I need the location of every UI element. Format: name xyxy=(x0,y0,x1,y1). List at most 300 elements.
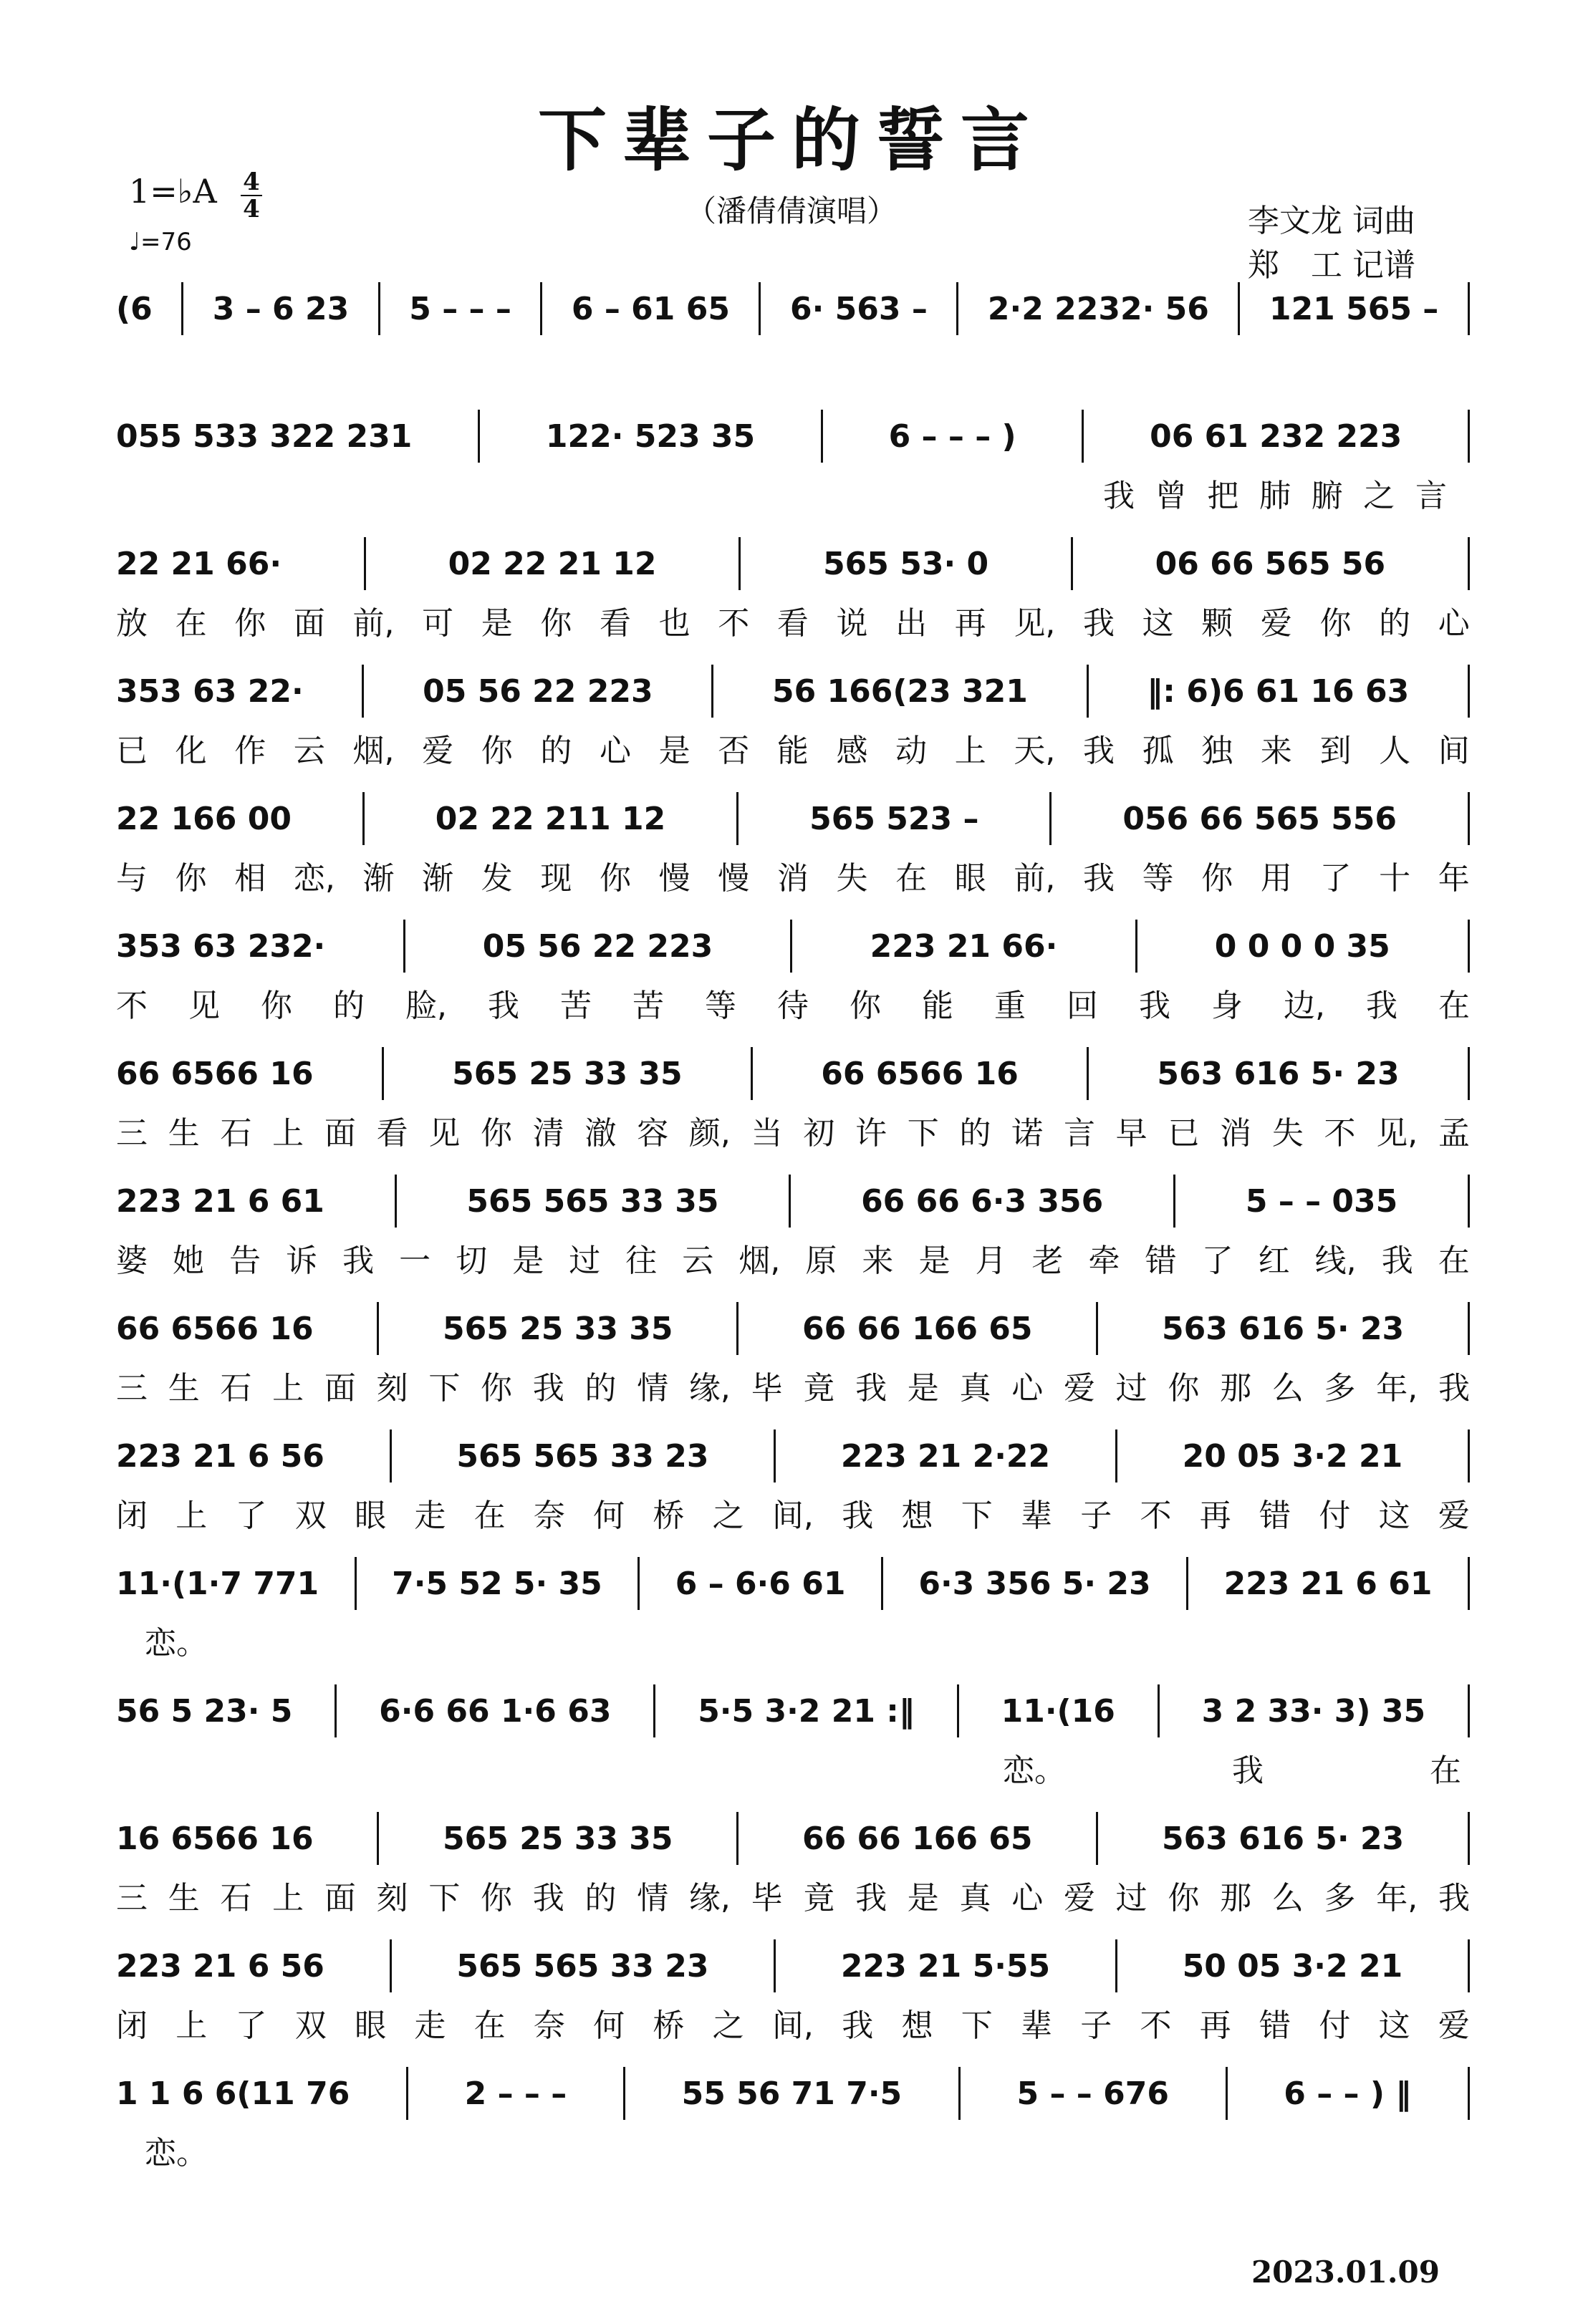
lyric-syllable: 下 xyxy=(961,2007,993,2044)
measure: 565 53· 0 xyxy=(823,545,989,582)
measure: 66 6566 16 xyxy=(116,1055,314,1092)
lyric-syllable: 清 xyxy=(532,1115,564,1152)
lyric-syllable: 发 xyxy=(481,860,513,897)
lyric-syllable: 我 xyxy=(1083,733,1115,769)
lyric-syllable: 澈 xyxy=(584,1115,617,1152)
lyric-syllable: 年, xyxy=(1376,1370,1418,1407)
lyric-syllable: 恋。 xyxy=(145,1625,208,1662)
measure: 223 21 6 56 xyxy=(116,1947,324,1985)
lyric-syllable: 眼 xyxy=(355,1498,387,1534)
lyric-syllable: 见, xyxy=(1014,605,1056,642)
barline xyxy=(1468,1812,1470,1865)
lyric-syllable: 年 xyxy=(1438,860,1470,897)
lyric-syllable: 在 xyxy=(1430,1752,1461,1789)
lyric-syllable: 言 xyxy=(1063,1115,1095,1152)
lyric-syllable: 天, xyxy=(1014,733,1056,769)
lyric-syllable: 爱 xyxy=(422,733,454,769)
measure: 6·6 66 1·6 63 xyxy=(379,1692,612,1730)
lyric-syllable: 渐 xyxy=(422,860,454,897)
barline xyxy=(335,1684,337,1737)
lyric-syllable: 子 xyxy=(1080,2007,1112,2044)
lyric-syllable: 我 xyxy=(1366,988,1397,1024)
measure: 223 21 6 61 xyxy=(1223,1565,1433,1602)
lyric-syllable: 面 xyxy=(293,605,325,642)
lyric-syllable: 原 xyxy=(805,1243,837,1279)
lyric-syllable: 爱 xyxy=(1260,605,1292,642)
lyric-syllable: 下 xyxy=(961,1498,993,1534)
lyric-syllable: 心 xyxy=(1011,1880,1044,1916)
lyric-syllable: 我 xyxy=(1103,478,1135,514)
lyric-syllable: 相 xyxy=(234,860,266,897)
barline xyxy=(1096,1812,1098,1865)
lyric-syllable: 真 xyxy=(959,1370,991,1407)
lyric-syllable: 放 xyxy=(116,605,148,642)
lyric-syllable: 爱 xyxy=(1438,1498,1470,1534)
lyric-syllable: 是 xyxy=(481,605,513,642)
measure: 16 6566 16 xyxy=(116,1820,314,1857)
lyric-syllable: 早 xyxy=(1115,1115,1147,1152)
measure: 22 166 00 xyxy=(116,800,292,837)
barline xyxy=(1468,1047,1470,1100)
tempo-marking: ♩=76 xyxy=(129,228,192,256)
lyric-syllable: 边, xyxy=(1284,988,1325,1024)
lyric-syllable: 错 xyxy=(1259,2007,1291,2044)
measure: 22 21 66· xyxy=(116,545,282,582)
barline xyxy=(1135,920,1137,973)
lyric-syllable: 我 xyxy=(1381,1243,1413,1279)
lyric-syllable: 你 xyxy=(1319,605,1352,642)
lyric-syllable: 在 xyxy=(473,2007,506,2044)
lyric-syllable: 慢 xyxy=(658,860,691,897)
lyric-syllable: 年, xyxy=(1376,1880,1418,1916)
barline xyxy=(789,1175,791,1228)
measure: 565 565 33 35 xyxy=(466,1182,719,1220)
measure: 565 25 33 35 xyxy=(443,1820,673,1857)
lyric-syllable: 待 xyxy=(777,988,809,1024)
lyric-syllable: 渐 xyxy=(362,860,395,897)
lyric-syllable: 想 xyxy=(901,1498,933,1534)
lyric-syllable: 错 xyxy=(1259,1498,1291,1534)
measure: 66 66 166 65 xyxy=(802,1820,1033,1857)
barline xyxy=(1082,410,1084,463)
notation-line xyxy=(116,1938,1470,1994)
lyric-syllable: 重 xyxy=(994,988,1026,1024)
barline xyxy=(623,2067,625,2120)
measure: 0 0 0 0 35 xyxy=(1214,927,1390,965)
measure: 02 22 211 12 xyxy=(435,800,666,837)
lyric-syllable: 再 xyxy=(1199,1498,1231,1534)
lyric-syllable: 上 xyxy=(175,2007,208,2044)
barline xyxy=(1096,1302,1098,1355)
barline xyxy=(736,792,738,845)
measure: 50 05 3·2 21 xyxy=(1182,1947,1403,1985)
lyric-line xyxy=(116,2000,1470,2045)
lyric-syllable: 你 xyxy=(175,860,207,897)
lyric-syllable: 肺 xyxy=(1259,478,1291,514)
lyric-syllable: 奈 xyxy=(533,1498,565,1534)
lyric-syllable: 么 xyxy=(1271,1880,1304,1916)
lyric-syllable: 上 xyxy=(954,733,986,769)
lyric-syllable: 之 xyxy=(1363,478,1395,514)
lyric-syllable: 付 xyxy=(1319,1498,1351,1534)
lyric-syllable: 前, xyxy=(1014,860,1056,897)
lyric-syllable: 云 xyxy=(293,733,325,769)
measure: 3 – 6 23 xyxy=(212,290,350,327)
barline xyxy=(1186,1557,1188,1610)
lyric-syllable: 的 xyxy=(959,1115,991,1152)
lyric-syllable: 十 xyxy=(1379,860,1411,897)
lyric-syllable: 下 xyxy=(428,1370,461,1407)
lyric-syllable: 颗 xyxy=(1201,605,1233,642)
measure: 5 – – – xyxy=(409,290,511,327)
lyric-syllable: 已 xyxy=(116,733,148,769)
lyric-syllable: 面 xyxy=(324,1370,356,1407)
lyric-line xyxy=(1103,470,1447,516)
time-signature: 4 4 xyxy=(241,169,262,222)
lyric-syllable: 诉 xyxy=(286,1243,318,1279)
barline xyxy=(1226,2067,1228,2120)
lyric-syllable: 付 xyxy=(1319,2007,1351,2044)
barline xyxy=(390,1939,392,1992)
lyric-syllable: 能 xyxy=(776,733,809,769)
measure: 02 22 21 12 xyxy=(448,545,657,582)
lyric-syllable: 眼 xyxy=(954,860,986,897)
barline xyxy=(790,920,792,973)
lyric-syllable: 颜, xyxy=(688,1115,731,1152)
notation-line xyxy=(116,663,1470,719)
barline xyxy=(1468,1939,1470,1992)
measure: 56 166(23 321 xyxy=(771,672,1028,710)
lyric-syllable: 容 xyxy=(637,1115,669,1152)
barline xyxy=(181,282,183,335)
measure: 6 – 6·6 61 xyxy=(675,1565,846,1602)
measure: 66 66 166 65 xyxy=(802,1310,1033,1347)
lyric-syllable: 是 xyxy=(658,733,691,769)
measure: 05 56 22 223 xyxy=(423,672,653,710)
lyric-syllable: 告 xyxy=(229,1243,261,1279)
barline xyxy=(1238,282,1240,335)
lyric-syllable: 何 xyxy=(593,2007,625,2044)
lyric-syllable: 曾 xyxy=(1155,478,1187,514)
lyric-syllable: 了 xyxy=(235,1498,267,1534)
barline xyxy=(1049,792,1052,845)
lyric-syllable: 老 xyxy=(1031,1243,1064,1279)
measure: 6·3 356 5· 23 xyxy=(918,1565,1151,1602)
lyric-syllable: 我 xyxy=(1438,1370,1470,1407)
notation-line xyxy=(116,1428,1470,1484)
lyric-syllable: 我 xyxy=(1232,1752,1264,1789)
lyric-syllable: 那 xyxy=(1220,1880,1252,1916)
lyric-syllable: 之 xyxy=(712,2007,744,2044)
lyric-syllable: 孤 xyxy=(1142,733,1174,769)
lyric-syllable: 身 xyxy=(1211,988,1243,1024)
lyric-syllable: 我 xyxy=(855,1370,887,1407)
barline xyxy=(1468,665,1470,718)
lyric-syllable: 出 xyxy=(895,605,928,642)
measure: 56 5 23· 5 xyxy=(116,1692,293,1730)
lyric-syllable: 你 xyxy=(1168,1370,1200,1407)
lyric-syllable: 已 xyxy=(1168,1115,1200,1152)
measure: ‖: 6)6 61 16 63 xyxy=(1147,672,1410,710)
barline xyxy=(653,1684,655,1737)
lyric-syllable: 我 xyxy=(342,1243,375,1279)
lyric-syllable: 来 xyxy=(862,1243,894,1279)
measure: 55 56 71 7·5 xyxy=(681,2075,903,2112)
barline xyxy=(377,1302,379,1355)
barline xyxy=(355,1557,357,1610)
measure: 565 523 – xyxy=(809,800,979,837)
lyric-syllable: 多 xyxy=(1324,1880,1356,1916)
lyric-syllable: 能 xyxy=(922,988,953,1024)
lyric-syllable: 真 xyxy=(959,1880,991,1916)
lyric-syllable: 牵 xyxy=(1088,1243,1120,1279)
lyric-syllable: 我 xyxy=(532,1880,564,1916)
lyric-syllable: 我 xyxy=(842,1498,874,1534)
notation-line xyxy=(116,1173,1470,1229)
measure: 223 21 5·55 xyxy=(840,1947,1051,1985)
lyric-syllable: 来 xyxy=(1260,733,1292,769)
barline xyxy=(362,792,365,845)
lyric-syllable: 腑 xyxy=(1311,478,1343,514)
lyric-syllable: 你 xyxy=(481,733,513,769)
barline xyxy=(1115,1939,1117,1992)
measure: 1 1 6 6(11 76 xyxy=(116,2075,350,2112)
lyric-syllable: 云 xyxy=(682,1243,714,1279)
lyric-syllable: 消 xyxy=(776,860,809,897)
lyric-syllable: 桥 xyxy=(653,2007,685,2044)
lyric-syllable: 脸, xyxy=(405,988,447,1024)
lyric-syllable: 烟, xyxy=(738,1243,781,1279)
lyric-syllable: 言 xyxy=(1415,478,1447,514)
lyric-line xyxy=(116,980,1470,1026)
lyric-syllable: 切 xyxy=(456,1243,488,1279)
lyric-syllable: 用 xyxy=(1260,860,1292,897)
barline xyxy=(1087,1047,1089,1100)
lyric-syllable: 上 xyxy=(175,1498,208,1534)
lyric-syllable: 缘, xyxy=(688,1370,731,1407)
measure: 2 – – – xyxy=(464,2075,567,2112)
lyric-syllable: 心 xyxy=(600,733,631,769)
lyric-syllable: 不 xyxy=(1140,1498,1172,1534)
lyric-syllable: 三 xyxy=(116,1115,148,1152)
lyric-syllable: 的 xyxy=(540,733,572,769)
lyric-syllable: 再 xyxy=(954,605,986,642)
lyric-syllable: 等 xyxy=(705,988,736,1024)
notation-line xyxy=(116,1046,1470,1101)
lyric-syllable: 了 xyxy=(1319,860,1352,897)
lyric-syllable: 不 xyxy=(1324,1115,1356,1152)
lyric-syllable: 这 xyxy=(1378,2007,1410,2044)
measure: 563 616 5· 23 xyxy=(1161,1310,1405,1347)
lyric-syllable: 她 xyxy=(173,1243,205,1279)
measure: 565 25 33 35 xyxy=(443,1310,673,1347)
barline xyxy=(774,1939,776,1992)
transcription-date: 2023.01.09 xyxy=(1251,2255,1440,2290)
lyric-syllable: 这 xyxy=(1142,605,1174,642)
lyric-syllable: 石 xyxy=(220,1115,252,1152)
lyric-syllable: 生 xyxy=(168,1370,200,1407)
lyric-syllable: 下 xyxy=(428,1880,461,1916)
lyric-syllable: 月 xyxy=(975,1243,1007,1279)
lyric-syllable: 在 xyxy=(895,860,928,897)
barline xyxy=(759,282,761,335)
barline xyxy=(1158,1684,1160,1737)
lyric-syllable: 双 xyxy=(294,1498,327,1534)
lyric-syllable: 恋, xyxy=(293,860,335,897)
measure: 7·5 52 5· 35 xyxy=(392,1565,602,1602)
lyric-syllable: 石 xyxy=(220,1370,252,1407)
barline xyxy=(478,410,480,463)
barline xyxy=(958,2067,961,2120)
lyric-syllable: 三 xyxy=(116,1880,148,1916)
measure: 11·(1·7 771 xyxy=(116,1565,319,1602)
lyric-syllable: 到 xyxy=(1319,733,1352,769)
lyric-line xyxy=(116,597,1470,643)
lyric-syllable: 了 xyxy=(235,2007,267,2044)
lyric-syllable: 当 xyxy=(751,1115,783,1152)
measure: 6· 563 – xyxy=(790,290,928,327)
lyric-syllable: 消 xyxy=(1220,1115,1252,1152)
lyric-syllable: 你 xyxy=(1168,1880,1200,1916)
lyric-syllable: 么 xyxy=(1271,1370,1304,1407)
lyric-syllable: 在 xyxy=(1438,988,1470,1024)
measure: 121 565 – xyxy=(1269,290,1439,327)
lyric-syllable: 我 xyxy=(855,1880,887,1916)
barline xyxy=(751,1047,753,1100)
measure: 5·5 3·2 21 :‖ xyxy=(698,1692,915,1730)
lyric-syllable: 毕 xyxy=(751,1880,783,1916)
lyric-syllable: 是 xyxy=(512,1243,544,1279)
lyric-syllable: 闭 xyxy=(116,1498,148,1534)
key-signature: 1=♭A xyxy=(129,172,217,211)
lyric-syllable: 多 xyxy=(1324,1370,1356,1407)
lyric-line xyxy=(116,1107,1470,1153)
lyric-syllable: 在 xyxy=(473,1498,506,1534)
lyric-syllable: 过 xyxy=(569,1243,601,1279)
lyric-syllable: 心 xyxy=(1011,1370,1044,1407)
barline xyxy=(1468,1684,1470,1737)
lyric-syllable: 化 xyxy=(175,733,207,769)
lyric-syllable: 在 xyxy=(175,605,207,642)
notation-line xyxy=(116,791,1470,847)
notation-line xyxy=(116,1301,1470,1356)
lyric-syllable: 我 xyxy=(1083,605,1115,642)
barline xyxy=(1468,537,1470,590)
lyric-syllable: 的 xyxy=(584,1370,617,1407)
notation-line xyxy=(116,536,1470,592)
lyric-line xyxy=(1003,1745,1461,1790)
lyric-syllable: 你 xyxy=(1201,860,1233,897)
lyric-line xyxy=(116,1362,1470,1408)
lyric-syllable: 刻 xyxy=(376,1880,408,1916)
lyric-syllable: 回 xyxy=(1067,988,1098,1024)
measure: 6 – – ) ‖ xyxy=(1284,2075,1412,2112)
lyric-syllable: 爱 xyxy=(1063,1370,1095,1407)
measure: 055 533 322 231 xyxy=(116,418,413,455)
lyric-syllable: 我 xyxy=(532,1370,564,1407)
lyric-syllable: 你 xyxy=(234,605,266,642)
barline xyxy=(364,537,366,590)
lyric-syllable: 面 xyxy=(324,1115,356,1152)
lyric-syllable: 上 xyxy=(272,1370,304,1407)
lyric-syllable: 上 xyxy=(272,1115,304,1152)
barline xyxy=(1468,1175,1470,1228)
lyric-syllable: 感 xyxy=(836,733,868,769)
lyric-syllable: 人 xyxy=(1379,733,1411,769)
barline xyxy=(362,665,364,718)
barline xyxy=(406,2067,408,2120)
measure: 05 56 22 223 xyxy=(482,927,713,965)
lyric-syllable: 苦 xyxy=(560,988,592,1024)
lyric-syllable: 这 xyxy=(1378,1498,1410,1534)
lyric-syllable: 在 xyxy=(1438,1243,1470,1279)
measure: 66 6566 16 xyxy=(116,1310,314,1347)
lyric-syllable: 毕 xyxy=(751,1370,783,1407)
lyric-syllable: 等 xyxy=(1142,860,1174,897)
barline xyxy=(1071,537,1073,590)
lyric-syllable: 看 xyxy=(776,605,809,642)
lyric-syllable: 心 xyxy=(1438,605,1470,642)
lyric-syllable: 眼 xyxy=(355,2007,387,2044)
barline xyxy=(711,665,713,718)
lyric-syllable: 石 xyxy=(220,1880,252,1916)
lyric-syllable: 间, xyxy=(771,2007,814,2044)
lyric-syllable: 现 xyxy=(540,860,572,897)
lyric-syllable: 间, xyxy=(771,1498,814,1534)
measure: 565 565 33 23 xyxy=(456,1437,709,1475)
lyric-syllable: 爱 xyxy=(1438,2007,1470,2044)
lyric-syllable: 的 xyxy=(584,1880,617,1916)
measure: 223 21 2·22 xyxy=(840,1437,1051,1475)
barline xyxy=(736,1302,738,1355)
notation-line xyxy=(116,408,1470,464)
lyric-syllable: 你 xyxy=(600,860,631,897)
lyric-syllable: 的 xyxy=(333,988,365,1024)
lyric-syllable: 不 xyxy=(1140,2007,1172,2044)
measure: 563 616 5· 23 xyxy=(1157,1055,1400,1092)
notation-line xyxy=(116,918,1470,974)
composer-credit: 李文龙 词曲 xyxy=(1248,203,1415,239)
barline xyxy=(1468,1429,1470,1482)
barline xyxy=(377,1812,379,1865)
barline xyxy=(881,1557,883,1610)
lyric-syllable: 生 xyxy=(168,1115,200,1152)
lyric-syllable: 可 xyxy=(422,605,454,642)
lyric-syllable: 你 xyxy=(481,1880,513,1916)
lyric-line xyxy=(116,1872,1470,1918)
lyric-syllable: 再 xyxy=(1199,2007,1231,2044)
lyric-syllable: 上 xyxy=(272,1880,304,1916)
lyric-syllable: 三 xyxy=(116,1370,148,1407)
lyric-syllable: 慢 xyxy=(718,860,750,897)
lyric-syllable: 红 xyxy=(1258,1243,1290,1279)
lyric-syllable: 说 xyxy=(836,605,868,642)
lyric-syllable: 双 xyxy=(294,2007,327,2044)
barline xyxy=(738,537,741,590)
notation-line xyxy=(116,1556,1470,1611)
lyric-syllable: 爱 xyxy=(1063,1880,1095,1916)
lyric-syllable: 许 xyxy=(855,1115,887,1152)
lyric-syllable: 你 xyxy=(540,605,572,642)
lyric-line xyxy=(116,2127,1498,2173)
measure: 223 21 66· xyxy=(870,927,1058,965)
lyric-line xyxy=(116,852,1470,898)
barline xyxy=(1468,792,1470,845)
measure: 353 63 232· xyxy=(116,927,326,965)
measure: 565 25 33 35 xyxy=(452,1055,683,1092)
lyric-syllable: 看 xyxy=(600,605,631,642)
lyric-syllable: 是 xyxy=(918,1243,951,1279)
